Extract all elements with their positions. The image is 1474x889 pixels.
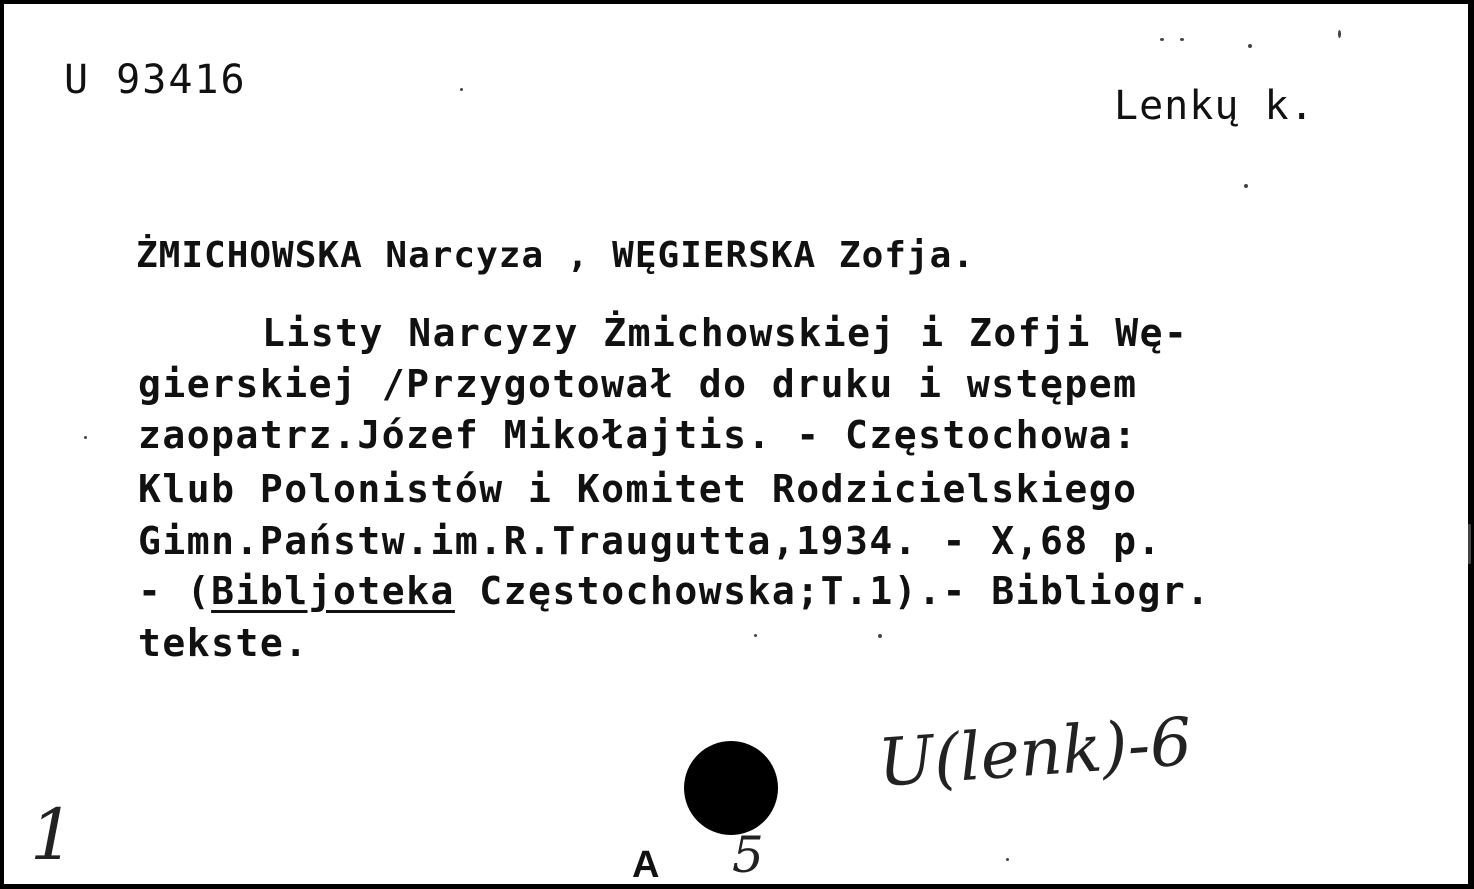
stamp-letter: A [632,844,660,886]
location-label: Lenkų k. [1114,83,1315,129]
speck [878,634,882,638]
speck [84,436,87,439]
punch-hole [684,741,778,835]
body-line-5: Gimn.Państw.im.R.Traugutta,1934. - X,68 p. [138,519,1162,563]
speck [1244,184,1248,188]
speck [754,634,757,637]
speck [1006,858,1009,861]
body-line-7: tekste. [138,621,309,665]
call-number: U 93416 [64,57,247,103]
speck [1338,30,1341,38]
body-line-3: zaopatrz.Józef Mikołajtis. - Częstochowa: [138,413,1138,457]
handwritten-mark-left: 1 [30,794,75,876]
body-line-1: Listy Narcyzy Żmichowskiej i Zofji Wę- [262,311,1189,355]
speck [1180,38,1184,41]
handwritten-shelf-mark: U(lenk)-6 [875,703,1195,802]
author-heading: ŻMICHOWSKA Narcyza , WĘGIERSKA Zofja. [136,235,975,276]
series-title-underlined: Bibljoteka [211,569,455,613]
speck [1160,38,1164,41]
speck [1248,44,1252,48]
body-line-2: gierskiej /Przygotował do druku i wstępem [138,362,1138,406]
body-line-6: - (Bibljoteka Częstochowska;T.1).- Bibliogr. [138,569,1211,613]
speck [1468,524,1471,564]
speck [460,88,463,91]
body-line-4: Klub Polonistów i Komitet Rodzicielskiego [138,467,1138,511]
handwritten-number: 5 [732,826,764,884]
